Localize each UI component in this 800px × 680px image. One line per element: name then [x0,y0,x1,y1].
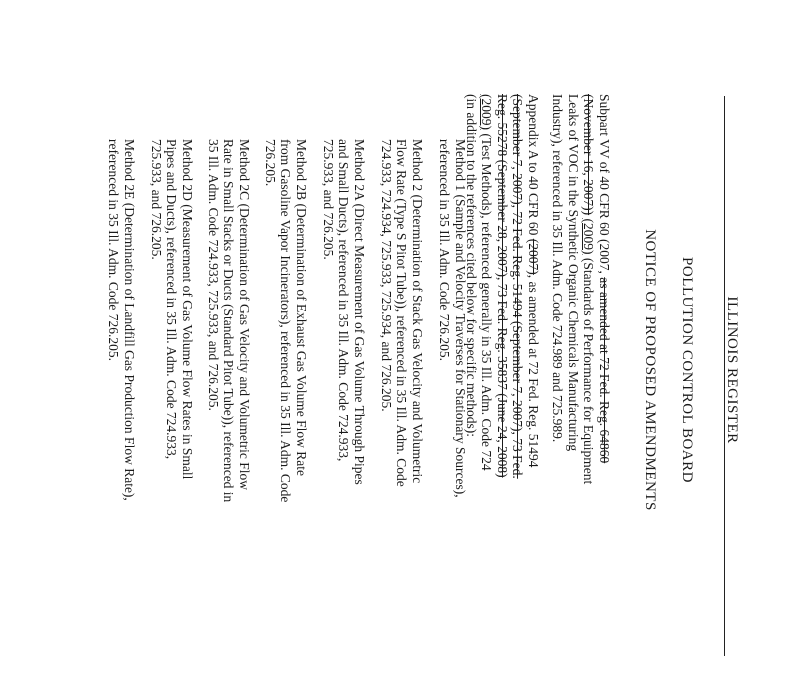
text-segment: 725.933, and 726.205. [149,139,164,260]
paragraph [321,139,368,485]
text-line [164,139,180,479]
text-segment: Method 2 (Determination of Stack Gas Velocity and Volumetric [410,139,425,484]
text-segment: referenced in 35 Ill. Adm. Code 726.205. [106,139,122,361]
text-line [294,139,310,502]
text-line [237,139,253,502]
text-line [149,139,165,479]
paragraph [149,139,196,479]
text-line [453,139,469,498]
text-segment: (in addition to the references cited below for specific methods): [464,94,479,437]
text-line [510,94,526,479]
text-line [206,139,222,502]
text-segment: Method 2D (Measurement of Gas Volume Flow Rates in Small [180,139,195,480]
text-line [263,139,279,502]
text-line [394,139,410,487]
text-line [352,139,368,485]
text-segment: Industry), referenced in 35 Ill. Adm. Code 724.989 and 725.989. [550,94,566,443]
deleted-text: (September 7, 2007), 72 Fed. Reg. 51494 (September 7, 2007), 73 Fed. [510,94,526,479]
text-segment: 726.205. [263,139,278,187]
paragraph [437,139,468,498]
paragraph [379,139,426,487]
text-segment: , as amended at 72 Fed. Reg. 51494 [526,274,541,468]
text-segment: Method 1 (Sample and Velocity Traverses for Stationary Sources), [453,139,468,498]
paragraph [464,94,542,479]
text-line [278,139,294,502]
rotated-document-page [40,60,740,620]
text-segment: Appendix A to 40 CFR 60 [526,94,541,239]
notice-title: NOTICE OF PROPOSED AMENDMENTS [642,229,658,511]
text-line [495,94,511,479]
paragraph [106,139,137,501]
board-title: POLLUTION CONTROL BOARD [679,257,695,483]
text-line [597,94,613,484]
text-segment: Rate in Small Stacks or Ducts (Standard Pitot Tube)), referenced in [221,139,237,503]
text-line [581,94,597,484]
text-segment: Method 2B (Determination of Exhaust Gas Volume Flow Rate [294,139,309,476]
text-line [479,94,495,479]
text-segment: from Gasoline Vapor Incinerators), referenced in 35 Ill. Adm. Code [278,139,294,503]
text-line [321,139,337,485]
text-line [566,94,582,484]
deleted-text: Reg. 55278 (September 28, 2007), 73 Fed. Reg. 35837 (June 24, 2008) [495,94,510,478]
text-line [106,139,122,501]
text-line [336,139,352,485]
inserted-text: (2009) [479,94,495,130]
text-line [550,94,566,484]
text-line [437,139,453,498]
text-segment: 724.933, 724.934, 725.933, 725.934, and 726.205. [379,139,394,412]
deleted-text: as amended at 72 Fed. Reg. 64860 [597,277,612,464]
text-segment: referenced in 35 Ill. Adm. Code 726.205. [437,139,453,361]
text-segment: Leaks of VOC in the Synthetic Organic Chemicals Manufacturing [566,94,581,452]
text-line [410,139,426,487]
deleted-text: (November 16, 2007)) [581,94,597,216]
text-line [221,139,237,502]
text-segment: 725.933, and 726.205. [321,139,336,260]
text-segment: Method 2E (Determination of Landfill Gas Production Flow Rate), [122,139,137,501]
paragraph [550,94,612,484]
text-line [122,139,138,501]
text-segment: (Standards of Performance for Equipment [581,254,597,485]
text-segment: Subpart VV of 40 CFR 60 (2007, [597,94,612,278]
text-line [379,139,395,487]
text-segment: (Test Methods), referenced generally in 35 Ill. Adm. Code 724 [479,130,495,471]
deleted-text: (2007) [526,238,541,275]
text-segment: Method 2C (Determination of Gas Velocity and Volumetric Flow [237,139,252,490]
text-segment: Flow Rate (Type S Pitot Tube)), referenced in 35 Ill. Adm. Code [394,139,410,487]
inserted-text: (2009) [581,218,597,255]
paragraph [263,139,310,502]
text-line [180,139,196,479]
text-line [526,94,542,479]
paragraph [206,139,253,502]
text-segment: Method 2A (Direct Measurement of Gas Volume Through Pipes [352,139,367,485]
text-segment: Pipes and Ducts), referenced in 35 Ill. Adm. Code 724.933, [164,139,180,460]
text-segment: 35 Ill. Adm. Code 724.933, 725.933, and 726.205. [206,139,221,411]
register-title: ILLINOIS REGISTER [724,296,740,444]
text-segment: and Small Ducts), referenced in 35 Ill. Adm. Code 724.933, [336,139,352,462]
